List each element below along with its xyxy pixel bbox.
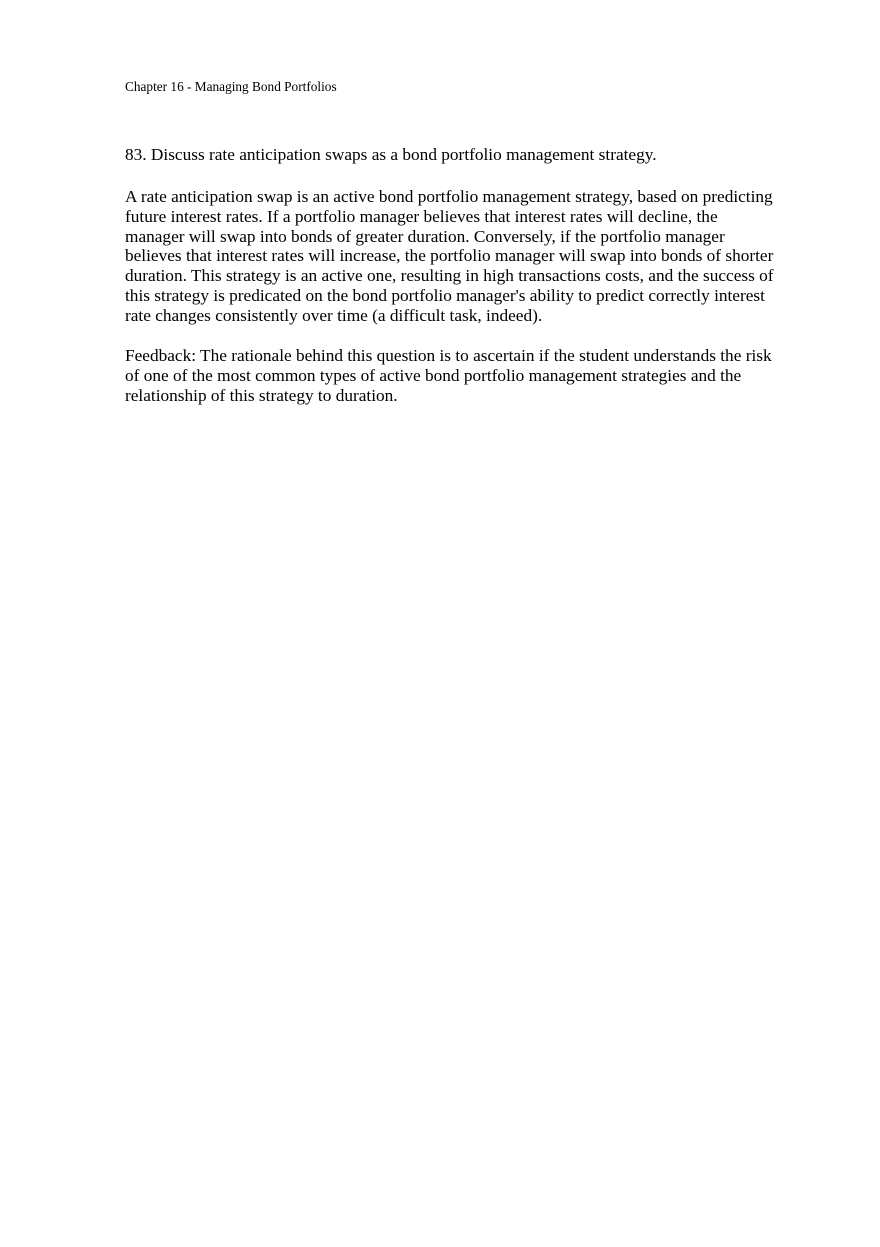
answer-line: believes that interest rates will increase, the portfolio manager will swap into bonds of shorter: [125, 246, 774, 266]
answer-line: this strategy is predicated on the bond portfolio manager's ability to predict correctly interest: [125, 285, 765, 305]
answer-line: A rate anticipation swap is an active bond portfolio management strategy, based on predicting: [125, 187, 773, 206]
page-header: Chapter 16 - Managing Bond Portfolios: [125, 79, 337, 94]
answer-paragraph: [125, 187, 774, 326]
answer-line: rate changes consistently over time (a difficult task, indeed).: [125, 305, 543, 325]
feedback-paragraph: [125, 346, 772, 405]
answer-line: manager will swap into bonds of greater duration. Conversely, if the portfolio manager: [125, 226, 725, 246]
feedback-line: Feedback: The rationale behind this question is to ascertain if the student understands the risk: [125, 346, 772, 365]
answer-line: future interest rates. If a portfolio manager believes that interest rates will decline, the: [125, 206, 718, 226]
feedback-line: relationship of this strategy to duration.: [125, 385, 398, 405]
feedback-line: of one of the most common types of active bond portfolio management strategies and the: [125, 365, 742, 385]
question-text: 83. Discuss rate anticipation swaps as a bond portfolio management strategy.: [125, 145, 657, 164]
answer-line: duration. This strategy is an active one, resulting in high transactions costs, and the success of: [125, 266, 774, 286]
